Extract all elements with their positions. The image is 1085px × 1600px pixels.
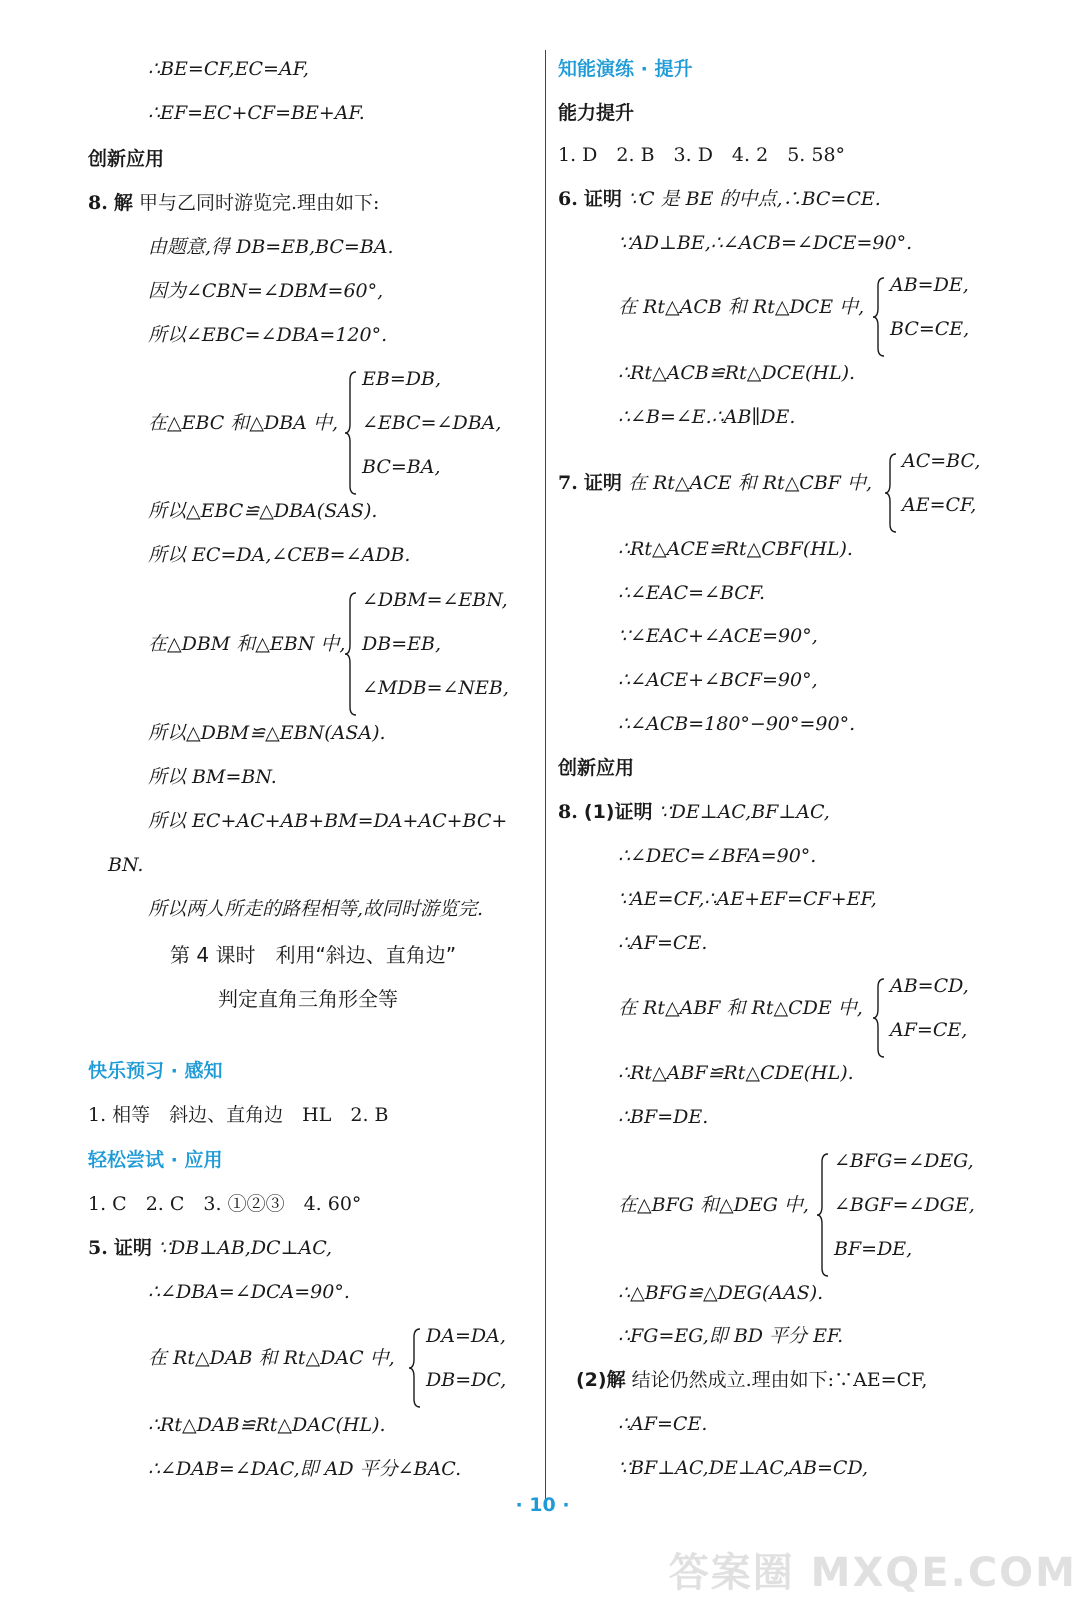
text-line: ∴Rt△ACB≌Rt△DCE(HL). <box>618 362 856 384</box>
brace-icon <box>872 276 886 358</box>
section-heading: 知能演练 · 提升 <box>558 58 693 80</box>
text-line: ∴FG=EG,即 BD 平分 EF. <box>618 1325 844 1347</box>
brace-icon <box>344 591 358 717</box>
question-text: ∵C 是 BE 的中点,∴BC=CE. <box>627 188 881 210</box>
lesson-subtitle: 判定直角三角形全等 <box>218 987 398 1011</box>
section-heading: 快乐预习 · 感知 <box>88 1060 223 1082</box>
question-8 <box>558 799 830 825</box>
system-label <box>558 470 872 496</box>
text-line: ∴∠DAB=∠DAC,即 AD 平分∠BAC. <box>148 1458 462 1480</box>
question-number: 5. <box>88 1237 108 1259</box>
section-heading: 能力提升 <box>558 102 635 124</box>
text-line: 所以△DBM≌△EBN(ASA). <box>148 722 386 744</box>
text-line: ∴Rt△ACE≌Rt△CBF(HL). <box>618 538 853 560</box>
answer-line: 1. D 2. B 3. D 4. 2 5. 58° <box>558 144 846 166</box>
system-item: AB=CD, <box>890 975 969 997</box>
system-label: 在 Rt△DAB 和 Rt△DAC 中, <box>148 1347 395 1369</box>
section-heading: 创新应用 <box>558 757 635 779</box>
text-line: ∴AF=CE. <box>618 1413 708 1435</box>
system-label: 在 Rt△ACB 和 Rt△DCE 中, <box>618 296 865 318</box>
system-item: DB=EB, <box>362 633 441 655</box>
text-line: ∴△BFG≌△DEG(AAS). <box>618 1282 824 1304</box>
question-text: 甲与乙同时游览完.理由如下: <box>138 192 380 214</box>
brace-icon <box>884 452 898 534</box>
text-line: ∴∠DBA=∠DCA=90°. <box>148 1281 350 1303</box>
question-number: 8. <box>88 192 108 214</box>
text-line: ∴∠B=∠E.∴AB∥DE. <box>618 406 796 428</box>
system-item: AE=CF, <box>902 494 977 516</box>
system-item: AB=DE, <box>890 274 969 296</box>
question-5 <box>88 1235 332 1261</box>
system-item: AF=CE, <box>890 1019 968 1041</box>
question-text: 在 Rt△ACE 和 Rt△CBF 中, <box>627 472 873 494</box>
text-line: ∴BE=CF,EC=AF, <box>148 58 309 80</box>
system-item: ∠MDB=∠NEB, <box>362 677 509 699</box>
brace-icon <box>344 370 358 496</box>
system-item: BC=CE, <box>890 318 970 340</box>
text-line: 所以△EBC≌△DBA(SAS). <box>148 500 378 522</box>
text-line: ∴EF=EC+CF=BE+AF. <box>148 102 365 124</box>
text-line: 所以 EC=DA,∠CEB=∠ADB. <box>148 544 411 566</box>
system-item: DB=DC, <box>426 1369 507 1391</box>
question-8 <box>88 190 379 216</box>
system-item: ∠DBM=∠EBN, <box>362 589 508 611</box>
text-line: 所以 EC+AC+AB+BM=DA+AC+BC+ <box>148 810 508 832</box>
brace-icon <box>816 1152 830 1278</box>
question-number: 6. <box>558 188 578 210</box>
system-item: EB=DB, <box>362 368 441 390</box>
system-item: ∠BGF=∠DGE, <box>834 1194 975 1216</box>
text-line: 所以 BM=BN. <box>148 766 277 788</box>
question-6 <box>558 186 881 212</box>
text-line: ∵∠EAC+∠ACE=90°, <box>618 625 818 647</box>
brace-icon <box>408 1327 422 1409</box>
system-label: 在△BFG 和△DEG 中, <box>618 1194 809 1216</box>
answer-tag: 证明 <box>583 472 622 494</box>
text-line: BN. <box>108 854 144 876</box>
text-line: ∴∠EAC=∠BCF. <box>618 582 766 604</box>
text-line: 因为∠CBN=∠DBM=60°, <box>148 280 384 302</box>
text-line: ∴Rt△ABF≌Rt△CDE(HL). <box>618 1062 854 1084</box>
text-line: 由题意,得 DB=EB,BC=BA. <box>148 236 394 258</box>
system-label: 在△EBC 和△DBA 中, <box>148 412 338 434</box>
answer-line: 1. C 2. C 3. ①②③ 4. 60° <box>88 1193 362 1215</box>
system-item: BF=DE, <box>834 1238 913 1260</box>
column-divider <box>545 50 546 1510</box>
text-line: ∴∠ACB=180°−90°=90°. <box>618 713 856 735</box>
system-item: ∠EBC=∠DBA, <box>362 412 502 434</box>
answer-line: 1. 相等 斜边、直角边 HL 2. B <box>88 1104 389 1126</box>
system-label: 在△DBM 和△EBN 中, <box>148 633 346 655</box>
text-line: 所以两人所走的路程相等,故同时游览完. <box>148 898 484 920</box>
brace-icon <box>872 977 886 1059</box>
system-item: BC=BA, <box>362 456 441 478</box>
system-item: AC=BC, <box>902 450 981 472</box>
text-line: ∵BF⊥AC,DE⊥AC,AB=CD, <box>618 1457 869 1479</box>
watermark-logo: 答案圈 MXQE.COM <box>668 1550 1077 1596</box>
text-line: ∴∠ACE+∠BCF=90°, <box>618 669 818 691</box>
system-item: ∠BFG=∠DEG, <box>834 1150 974 1172</box>
section-heading: 创新应用 <box>88 148 165 170</box>
question-text: 结论仍然成立.理由如下:∵AE=CF, <box>631 1369 928 1391</box>
lesson-title: 第 4 课时 利用“斜边、直角边” <box>170 943 457 967</box>
system-item: DA=DA, <box>426 1325 506 1347</box>
question-number: 7. <box>558 472 578 494</box>
answer-tag: (2)解 <box>576 1369 626 1391</box>
text-line: ∴BF=DE. <box>618 1106 709 1128</box>
system-label: 在 Rt△ABF 和 Rt△CDE 中, <box>618 997 863 1019</box>
text-line: 所以∠EBC=∠DBA=120°. <box>148 324 388 346</box>
text-line: ∵AD⊥BE,∴∠ACB=∠DCE=90°. <box>618 232 913 254</box>
text-line: ∴AF=CE. <box>618 932 708 954</box>
question-8-part-2 <box>576 1367 927 1393</box>
question-text: ∵DB⊥AB,DC⊥AC, <box>157 1237 333 1259</box>
text-line: ∵AE=CF,∴AE+EF=CF+EF, <box>618 888 877 910</box>
page-number: · 10 · <box>515 1494 570 1516</box>
question-number: 8. <box>558 801 578 823</box>
answer-tag: 证明 <box>583 188 622 210</box>
question-text: ∵DE⊥AC,BF⊥AC, <box>658 801 830 823</box>
text-line: ∴∠DEC=∠BFA=90°. <box>618 845 817 867</box>
answer-tag: (1)证明 <box>583 801 653 823</box>
section-heading: 轻松尝试 · 应用 <box>88 1149 223 1171</box>
answer-tag: 证明 <box>113 1237 152 1259</box>
answer-tag: 解 <box>113 192 133 214</box>
text-line: ∴Rt△DAB≌Rt△DAC(HL). <box>148 1414 386 1436</box>
